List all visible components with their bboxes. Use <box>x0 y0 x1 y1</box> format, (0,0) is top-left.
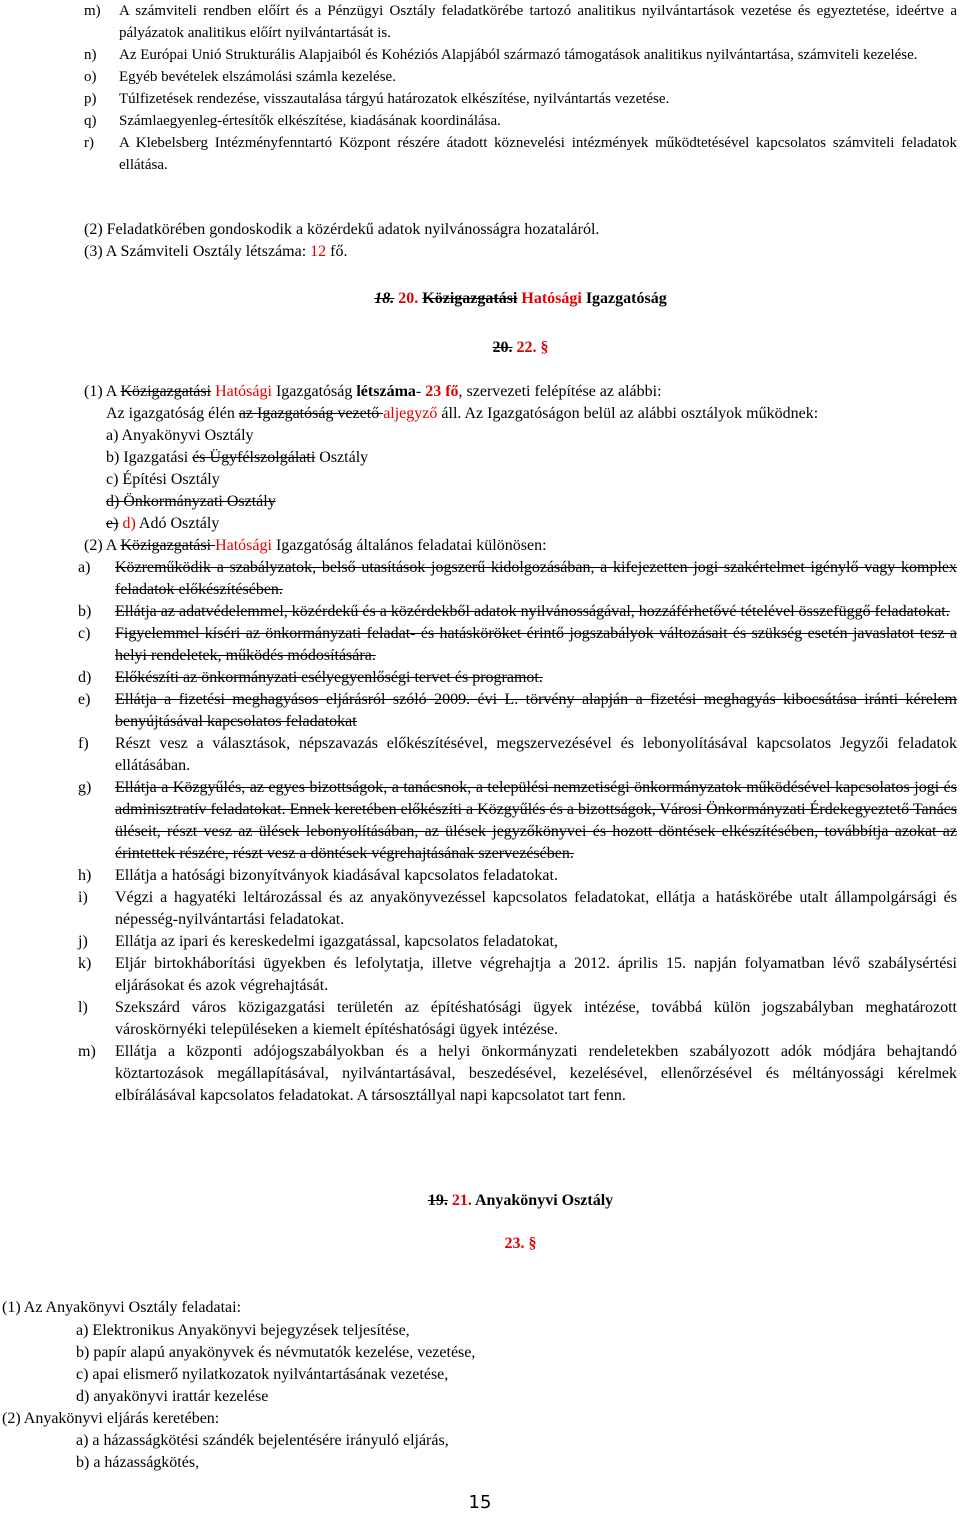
anyakonyv-paragraph-1: (1) Az Anyakönyvi Osztály feladatai: <box>2 1299 242 1316</box>
top-item-list <box>84 0 957 176</box>
list-item: p) Túlfizetések rendezése, visszautalása tárgyú határozatok elkészítése, nyilvántartás vezetése. <box>84 91 670 107</box>
task-item <box>78 733 957 777</box>
list-item: e) d) Adó Osztály <box>106 515 220 532</box>
task-text: Közreműködik a szabályzatok, belső utasítások jogszerű kidolgozásában, a kifejezetten jogi szakértelmet igénylő vagy komplex feladatok előkészítésében. <box>115 559 957 598</box>
list-item: a) Elektronikus Anyakönyvi bejegyzések teljesítése, <box>76 1322 410 1339</box>
paragraph-1: (1) A Közigazgatási Hatósági Igazgatóság létszáma- 23 fő, szervezeti felépítése az alábbi: <box>84 383 662 400</box>
task-text: Eljár birtokháborítási ügyekben és lefolytatja, illetve végrehajtja a 2012. április 15. napján folyamatban lévő szabálysértési eljárásokat és azok végrehajtását. <box>115 955 957 994</box>
task-letter: a) <box>78 559 91 576</box>
task-text: Ellátja a Közgyűlés, az egyes bizottságok, a tanácsnok, a települési nemzetiségi önkormányzatok működésével kapcsolatos jogi és adminisztratív feladatokat. Ennek keretében előkészíti a Közgyűlés és a bizottságok, Városi Önkormányzati Érdekegyeztető Tanács üléseit, részt vesz az ülések lebonyolításában, az ülések jegyzőkönyvei és hozott döntések elkészítésében, továbbítja azokat az érintettek részére, részt vesz a döntések végrehajtásának szervezésében. <box>115 779 957 862</box>
anyakonyv-list-1 <box>76 1320 475 1408</box>
paragraph-2: (2) Feladatkörében gondoskodik a közérdekű adatok nyilvánosságra hozataláról. <box>84 221 600 238</box>
list-item: m) A számviteli rendben előírt és a Pénzügyi Osztály feladatkörébe tartozó analitikus nyilvántartások vezetése és egyeztetése, ideértve a pályázatok analitikus előírt nyilvántartását is. <box>84 3 957 41</box>
task-letter: e) <box>78 691 91 708</box>
task-text: Ellátja a központi adójogszabályokban és a helyi önkormányzati rendeletekben szabályozott adók módjára behajtandó köztartozások megállapításával, nyilvántartásával, beszedésével, kezelésével, ellenőrzésével és méltányossági kérelmek elbírálásával kapcsolatos feladatokat. A társosztállyal napi kapcsolatot tart fenn. <box>115 1043 957 1104</box>
task-item <box>78 953 957 997</box>
list-item: n) Az Európai Unió Strukturális Alapjaiból és Kohéziós Alapjából származó támogatások analitikus nyilvántartása, számviteli kezelése. <box>84 47 918 63</box>
task-text: Ellátja a hatósági bizonyítványok kiadásával kapcsolatos feladatokat. <box>115 867 558 884</box>
department-list <box>106 425 368 535</box>
anyakonyv-paragraph-2: (2) Anyakönyvi eljárás keretében: <box>2 1410 220 1427</box>
list-item: q) Számlaegyenleg-értesítők elkészítése, kiadásának koordinálása. <box>84 113 501 129</box>
task-item <box>78 777 957 865</box>
task-item <box>78 1041 957 1107</box>
task-item <box>78 601 957 623</box>
task-item <box>78 997 957 1041</box>
list-item: b) papír alapú anyakönyvek és névmutatók kezelése, vezetése, <box>76 1344 476 1361</box>
task-item <box>78 887 957 931</box>
section-number: 20. 22. § <box>492 339 549 356</box>
task-text: Részt vesz a választások, népszavazás előkészítésével, megszervezésével és lebonyolításával kapcsolatos Jegyzői feladatok ellátásában. <box>115 735 957 774</box>
list-item: d) Önkormányzati Osztály <box>106 493 276 510</box>
list-item: a) a házasságkötési szándék bejelentésére irányuló eljárás, <box>76 1432 449 1449</box>
task-letter: b) <box>78 603 92 620</box>
anyakonyv-list-2 <box>76 1430 449 1474</box>
list-item: a) Anyakönyvi Osztály <box>106 427 254 444</box>
task-text: Ellátja a fizetési meghagyásos eljárásról szóló 2009. évi L. törvény alapján a fizetési meghagyás kibocsátása iránti kérelem benyújtásával kapcsolatos feladatokat <box>115 691 957 730</box>
task-letter: g) <box>78 779 92 796</box>
section-number: 23. § <box>504 1235 537 1252</box>
task-text: Ellátja az ipari és kereskedelmi igazgatással, kapcsolatos feladatokat, <box>115 933 558 950</box>
paragraph-1-line-2: Az igazgatóság élén az Igazgatóság vezető aljegyző áll. Az Igazgatóságon belül az alábbi osztályok működnek: <box>106 405 819 422</box>
page-number: 15 <box>468 1492 492 1513</box>
task-letter: i) <box>78 889 88 906</box>
task-text: Ellátja az adatvédelemmel, közérdekű és a közérdekből adatok nyilvánosságával, hozzáférhetővé tételével összefüggő feladatokat. <box>115 603 950 620</box>
task-item <box>78 557 957 601</box>
list-item: r) A Klebelsberg Intézményfenntartó Központ részére átadott köznevelési intézmények működtetésével kapcsolatos számviteli feladatok ellátása. <box>84 135 957 173</box>
task-item <box>78 667 957 689</box>
task-text: Végzi a hagyatéki leltározással és az anyakönyvezéssel kapcsolatos feladatokat, ellátja a hatáskörébe utalt állampolgársági és népesség-nyilvántartási feladatokat. <box>115 889 957 928</box>
list-item: b) Igazgatási és Ügyfélszolgálati Osztály <box>106 449 369 466</box>
list-item: c) apai elismerő nyilatkozatok nyilvántartásának vezetése, <box>76 1366 449 1383</box>
paragraph-2-tasks: (2) A Közigazgatási Hatósági Igazgatóság általános feladatai különösen: <box>84 537 547 554</box>
paragraph-3: (3) A Számviteli Osztály létszáma: 12 fő. <box>84 243 348 260</box>
task-letter: f) <box>78 735 89 752</box>
task-item <box>78 689 957 733</box>
task-text: Előkészíti az önkormányzati esélyegyenlőségi tervet és programot. <box>115 669 543 686</box>
task-list <box>78 557 957 1107</box>
list-item: o) Egyéb bevételek elszámolási számla kezelése. <box>84 69 396 85</box>
task-letter: c) <box>78 625 91 642</box>
section-heading: 19. 21. Anyakönyvi Osztály <box>427 1192 614 1209</box>
list-item: b) a házasságkötés, <box>76 1454 200 1471</box>
list-item: c) Építési Osztály <box>106 471 220 488</box>
task-letter: k) <box>78 955 92 972</box>
task-letter: l) <box>78 999 88 1016</box>
task-letter: j) <box>78 933 88 950</box>
task-letter: d) <box>78 669 92 686</box>
section-heading: 18. 20. Közigazgatási Hatósági Igazgatóság <box>374 290 667 307</box>
task-letter: h) <box>78 867 92 884</box>
task-item <box>78 931 957 953</box>
list-item: d) anyakönyvi irattár kezelése <box>76 1388 269 1405</box>
task-text: Figyelemmel kíséri az önkormányzati feladat- és hatásköröket érintő jogszabályok változásait és szükség esetén javaslatot tesz a helyi rendeletek, működés módosítására. <box>115 625 957 664</box>
task-item <box>78 623 957 667</box>
task-text: Szekszárd város közigazgatási területén az építéshatósági ügyek intézése, továbbá külön jogszabályban meghatározott városkörnyéki településeken a kiemelt építéshatósági ügyek intézése. <box>115 999 957 1038</box>
task-letter: m) <box>78 1043 96 1060</box>
task-item <box>78 865 957 887</box>
